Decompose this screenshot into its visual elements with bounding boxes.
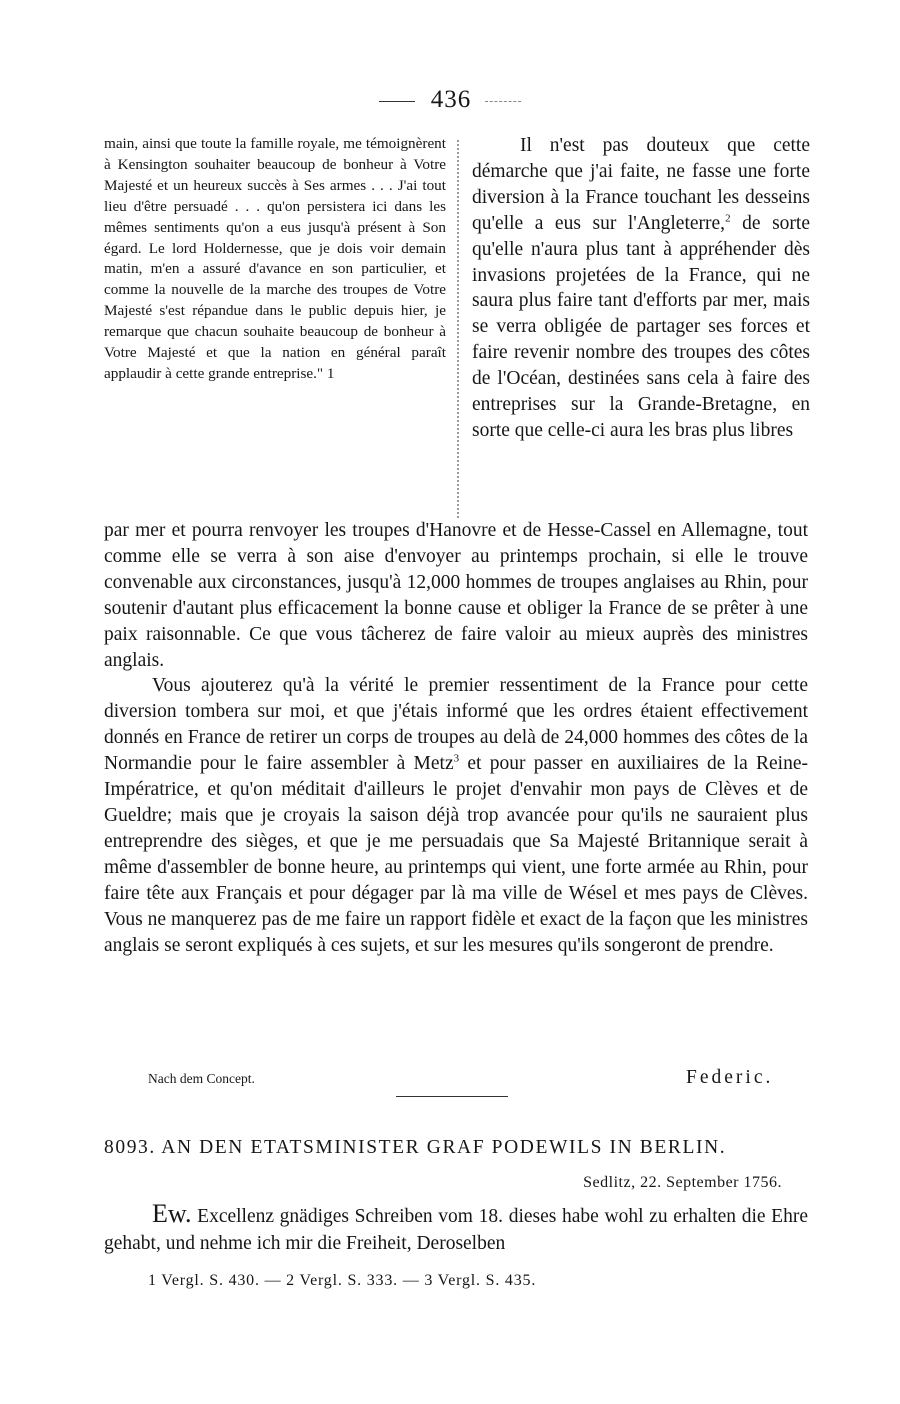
- column-divider: [457, 140, 459, 518]
- paragraph-2-text: Vous ajouterez qu'à la vérité le premier ressentiment de la France pour cette diversion tombera sur moi, et que j'étais informé que les ordres étaient effectivement donnés en France de retirer un corps de troupes au delà de 24,000 hommes des côtes de la Normandie pour le faire assembler à Metz: [104, 675, 808, 775]
- footnote-ref-3: 3: [453, 752, 460, 765]
- paragraph-1-start: [472, 133, 810, 444]
- letter-body: [104, 1200, 808, 1257]
- paragraph-1-continued: par mer et pourra renvoyer les troupes d'Hanovre et de Hesse-Cassel en Allemagne, tout comme elle se verra à son aise d'envoyer au printemps prochain, si elle le trouve convenable aux circonstances, jusqu'à 12,000 hommes de troupes anglaises au Rhin, pour soutenir d'autant plus efficacement la bonne cause et obliger la France de se prêter à une paix raisonnable. Ce que vous tâcherez de faire valoir au mieux auprès des ministres anglais.: [104, 520, 808, 671]
- paragraph-2: [104, 673, 808, 958]
- right-column-text: [472, 133, 810, 444]
- letter-heading: 8093. AN DEN ETATSMINISTER GRAF PODEWILS IN BERLIN.: [104, 1137, 727, 1158]
- letter-body-text: Excellenz gnädiges Schreiben vom 18. dieses habe wohl zu erhalten die Ehre gehabt, und nehme ich mir die Freiheit, Deroselben: [104, 1206, 808, 1254]
- left-column-quote: main, ainsi que toute la famille royale, me témoignèrent à Kensington souhaiter beaucoup de bonheur à Votre Majesté et un heureux succès à Ses armes . . . J'ai tout lieu d'être persuadé . . . qu'on persistera ici dans les mêmes sentiments qu'on a eus jusqu'à présent à Son égard. Le lord Holdernesse, que je dois voir demain matin, m'en a assuré d'avance en son particulier, et comme la nouvelle de la marche des troupes de Votre Majesté s'est répandue dans le public depuis hier, je remarque que chacun souhaite beaucoup de bonheur à Votre Majesté et que la nation en général paraît applaudir à cette grande entreprise." 1: [104, 135, 446, 382]
- footnote-ref-2: 2: [725, 212, 731, 225]
- paragraph-1-text-cont: de sorte qu'elle n'aura plus tant à appréhender dès invasions projetées de la France, qui ne saura plus faire tant d'efforts par mer, mais se verra obligée de partager ses forces et faire revenir nombre des troupes des côtes de l'Océan, destinées sans cela à faire des entreprises sur la Grande-Bretagne, en sorte que celle-ci aura les bras plus libres: [472, 212, 810, 441]
- paragraph-2-text-cont: et pour passer en auxiliaires de la Reine-Impératrice, et qu'on méditait d'ailleurs le projet d'envahir mon pays de Clèves et de Gueldre; mais que je croyais la saison déjà trop avancée pour qu'ils ne sauraient plus entreprendre des sièges, et que je me persuadais que Sa Majesté Britannique serait à même d'assembler de bonne heure, au printemps qui vient, une forte armée au Rhin, pour faire tête aux Français et pour dégager par là ma ville de Wésel et mes pays de Clèves. Vous ne manquerez pas de me faire un rapport fidèle et exact de la façon que les ministres anglais se seront expliqués à ces sujets, et sur les mesures qu'ils songeront de prendre.: [104, 753, 808, 956]
- page-number: 436: [300, 86, 600, 114]
- letter-paragraph: [104, 1200, 808, 1257]
- main-text: [104, 518, 808, 958]
- paragraph-1-text: Il n'est pas douteux que cette démarche que j'ai faite, ne fasse une forte diversion à la France touchant les desseins qu'elle a eus sur l'Angleterre,: [472, 135, 810, 234]
- signature: Federic.: [686, 1067, 774, 1088]
- footnotes: 1 Vergl. S. 430. — 2 Vergl. S. 333. — 3 Vergl. S. 435.: [148, 1272, 537, 1289]
- source-note: Nach dem Concept.: [148, 1071, 255, 1086]
- letter-initial: Ew.: [152, 1199, 192, 1228]
- section-divider: [396, 1096, 508, 1097]
- dateline: Sedlitz, 22. September 1756.: [583, 1174, 782, 1191]
